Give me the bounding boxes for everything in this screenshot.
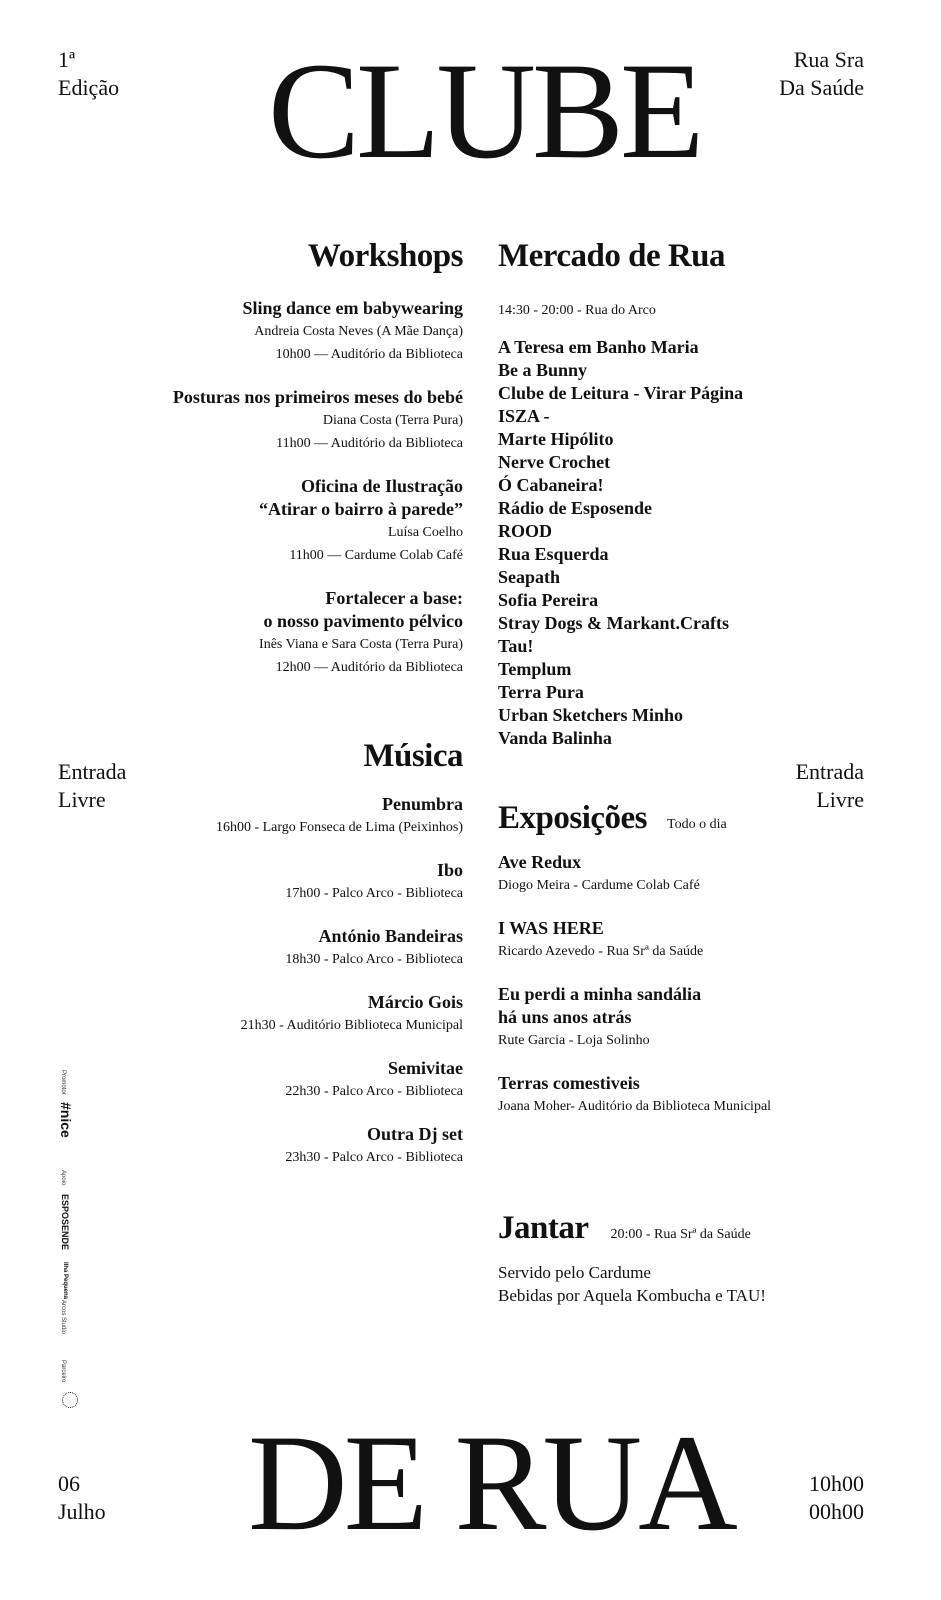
exhibitions-note: Todo o dia bbox=[667, 817, 727, 832]
music-act bbox=[83, 991, 463, 1037]
music-act bbox=[83, 925, 463, 971]
market-schedule: 14:30 - 20:00 - Rua do Arco bbox=[498, 303, 656, 318]
music-act-detail: 21h30 - Auditório Biblioteca Municipal bbox=[240, 1018, 463, 1033]
location-line-1: Rua Sra bbox=[793, 47, 864, 72]
music-act-name: Ibo bbox=[436, 860, 463, 880]
music-act-name: Outra Dj set bbox=[367, 1124, 463, 1144]
free-entry-right-line-1: Entrada bbox=[795, 759, 864, 784]
exhibition-item bbox=[498, 917, 918, 963]
workshop-title: Sling dance em babywearing bbox=[242, 298, 463, 318]
partner-seal-icon bbox=[62, 1392, 78, 1408]
music-act-detail: 23h30 - Palco Arco - Biblioteca bbox=[285, 1150, 463, 1165]
edition-word: Edição bbox=[58, 75, 120, 100]
apoio-label: Apoio bbox=[60, 1170, 66, 1186]
exhibition-item bbox=[498, 983, 918, 1052]
workshop-time: 10h00 — Auditório da Biblioteca bbox=[275, 347, 463, 362]
list-item: Urban Sketchers Minho bbox=[498, 705, 684, 725]
workshop-host: Andreia Costa Neves (A Mãe Dança) bbox=[254, 324, 463, 339]
title-top: CLUBE bbox=[268, 34, 701, 187]
free-entry-left-line-1: Entrada bbox=[58, 759, 127, 784]
exhibitions-header bbox=[498, 800, 918, 837]
nice-logo-mark: # bbox=[58, 1102, 74, 1110]
title-bottom: DE RUA bbox=[248, 1406, 734, 1559]
list-item: Sofia Pereira bbox=[498, 590, 599, 610]
dinner-header bbox=[498, 1210, 918, 1247]
parceiro-label: Parceiro bbox=[60, 1360, 66, 1383]
workshop-host: Luísa Coelho bbox=[387, 525, 463, 540]
exhibition-item bbox=[498, 851, 918, 897]
list-item: Clube de Leitura - Virar Página bbox=[498, 383, 744, 403]
list-item: Marte Hipólito bbox=[498, 429, 614, 449]
dinner-title: Jantar bbox=[498, 1210, 589, 1246]
exhibition-item bbox=[498, 1072, 918, 1118]
ilha-pequena-logo: Ilha Pequena bbox=[62, 1262, 68, 1300]
music-act-detail: 22h30 - Palco Arco - Biblioteca bbox=[285, 1084, 463, 1099]
music-act bbox=[83, 793, 463, 839]
workshop-time: 12h00 — Auditório da Biblioteca bbox=[275, 660, 463, 675]
list-item: Be a Bunny bbox=[498, 360, 588, 380]
dinner-section bbox=[498, 1210, 918, 1307]
location-label bbox=[779, 46, 864, 102]
music-act-detail: 16h00 - Largo Fonseca de Lima (Peixinhos) bbox=[215, 820, 463, 835]
workshop-host: Inês Viana e Sara Costa (Terra Pura) bbox=[259, 637, 463, 652]
workshop-item bbox=[83, 475, 463, 567]
workshop-time: 11h00 — Cardume Colab Café bbox=[289, 548, 463, 563]
exhibition-detail: Joana Moher- Auditório da Biblioteca Municipal bbox=[498, 1099, 772, 1114]
list-item: Rádio de Esposende bbox=[498, 498, 653, 518]
music-act-detail: 18h30 - Palco Arco - Biblioteca bbox=[285, 952, 463, 967]
exhibition-title: I WAS HERE bbox=[498, 918, 604, 938]
list-item: Stray Dogs & Markant.Crafts bbox=[498, 613, 729, 633]
edition-number: 1ª bbox=[58, 47, 76, 72]
music-act bbox=[83, 1057, 463, 1103]
music-act bbox=[83, 859, 463, 905]
event-day: 06 bbox=[58, 1471, 80, 1496]
nice-logo bbox=[58, 1102, 74, 1138]
exhibitions-title: Exposições bbox=[498, 800, 648, 836]
music-act-name: Semivitae bbox=[388, 1058, 463, 1078]
promotor-label: Promotor bbox=[60, 1070, 66, 1095]
list-item: ISZA - bbox=[498, 406, 550, 426]
list-item: Nerve Crochet bbox=[498, 452, 611, 472]
free-entry-left-line-2: Livre bbox=[58, 787, 106, 812]
event-hours bbox=[809, 1470, 864, 1526]
market-vendor-list bbox=[498, 336, 918, 750]
workshop-item bbox=[83, 587, 463, 679]
exhibition-detail: Ricardo Azevedo - Rua Srª da Saúde bbox=[498, 944, 704, 959]
workshop-title-line-2: “Atirar o bairro à parede” bbox=[259, 499, 463, 519]
workshop-item bbox=[83, 297, 463, 366]
list-item: Seapath bbox=[498, 567, 561, 587]
list-item: Rua Esquerda bbox=[498, 544, 609, 564]
workshop-title-line-2: o nosso pavimento pélvico bbox=[263, 611, 463, 631]
list-item: Terra Pura bbox=[498, 682, 584, 702]
location-line-2: Da Saúde bbox=[779, 75, 864, 100]
event-date bbox=[58, 1470, 106, 1526]
music-act-name: Penumbra bbox=[382, 794, 463, 814]
esposende-logo: ESPOSENDE bbox=[60, 1194, 70, 1251]
market-section bbox=[498, 238, 918, 750]
music-act-name: António Bandeiras bbox=[318, 926, 463, 946]
event-start-time: 10h00 bbox=[809, 1471, 864, 1496]
list-item: A Teresa em Banho Maria bbox=[498, 337, 699, 357]
list-item: ROOD bbox=[498, 521, 552, 541]
workshops-title: Workshops bbox=[307, 238, 463, 274]
edition-label bbox=[58, 46, 119, 102]
music-act-name: Márcio Gois bbox=[367, 992, 463, 1012]
free-entry-right-line-2: Livre bbox=[816, 787, 864, 812]
dinner-line: Bebidas por Aquela Kombucha e TAU! bbox=[498, 1286, 766, 1305]
exhibition-title: Terras comestiveis bbox=[498, 1073, 640, 1093]
dinner-note: 20:00 - Rua Srª da Saúde bbox=[610, 1227, 751, 1242]
workshop-title: Posturas nos primeiros meses do bebé bbox=[172, 387, 463, 407]
event-month: Julho bbox=[58, 1499, 106, 1524]
workshop-title: Oficina de Ilustração bbox=[301, 476, 463, 496]
music-act bbox=[83, 1123, 463, 1169]
list-item: Ó Cabaneira! bbox=[498, 475, 604, 495]
workshop-item bbox=[83, 386, 463, 455]
workshop-title: Fortalecer a base: bbox=[325, 588, 463, 608]
workshop-time: 11h00 — Auditório da Biblioteca bbox=[276, 436, 463, 451]
music-act-detail: 17h00 - Palco Arco - Biblioteca bbox=[285, 886, 463, 901]
exhibition-title-line-2: há uns anos atrás bbox=[498, 1007, 632, 1027]
workshop-host: Diana Costa (Terra Pura) bbox=[322, 413, 463, 428]
exhibition-detail: Diogo Meira - Cardume Colab Café bbox=[498, 878, 700, 893]
sponsor-strip bbox=[58, 1070, 88, 1410]
exhibition-detail: Rute Garcia - Loja Solinho bbox=[498, 1033, 650, 1048]
music-section bbox=[83, 738, 463, 1169]
event-end-time: 00h00 bbox=[809, 1499, 864, 1524]
nice-logo-text: nice bbox=[58, 1109, 74, 1138]
list-item: Vanda Balinha bbox=[498, 728, 612, 748]
music-title: Música bbox=[363, 738, 463, 774]
exhibitions-section bbox=[498, 800, 918, 1118]
arcos-studio-logo: Arcos Studio bbox=[60, 1300, 66, 1335]
exhibition-title: Eu perdi a minha sandália bbox=[498, 984, 702, 1004]
list-item: Templum bbox=[498, 659, 572, 679]
workshops-section bbox=[83, 238, 463, 679]
dinner-line: Servido pelo Cardume bbox=[498, 1263, 651, 1282]
market-title: Mercado de Rua bbox=[498, 238, 726, 274]
list-item: Tau! bbox=[498, 636, 534, 656]
exhibition-title: Ave Redux bbox=[498, 852, 582, 872]
